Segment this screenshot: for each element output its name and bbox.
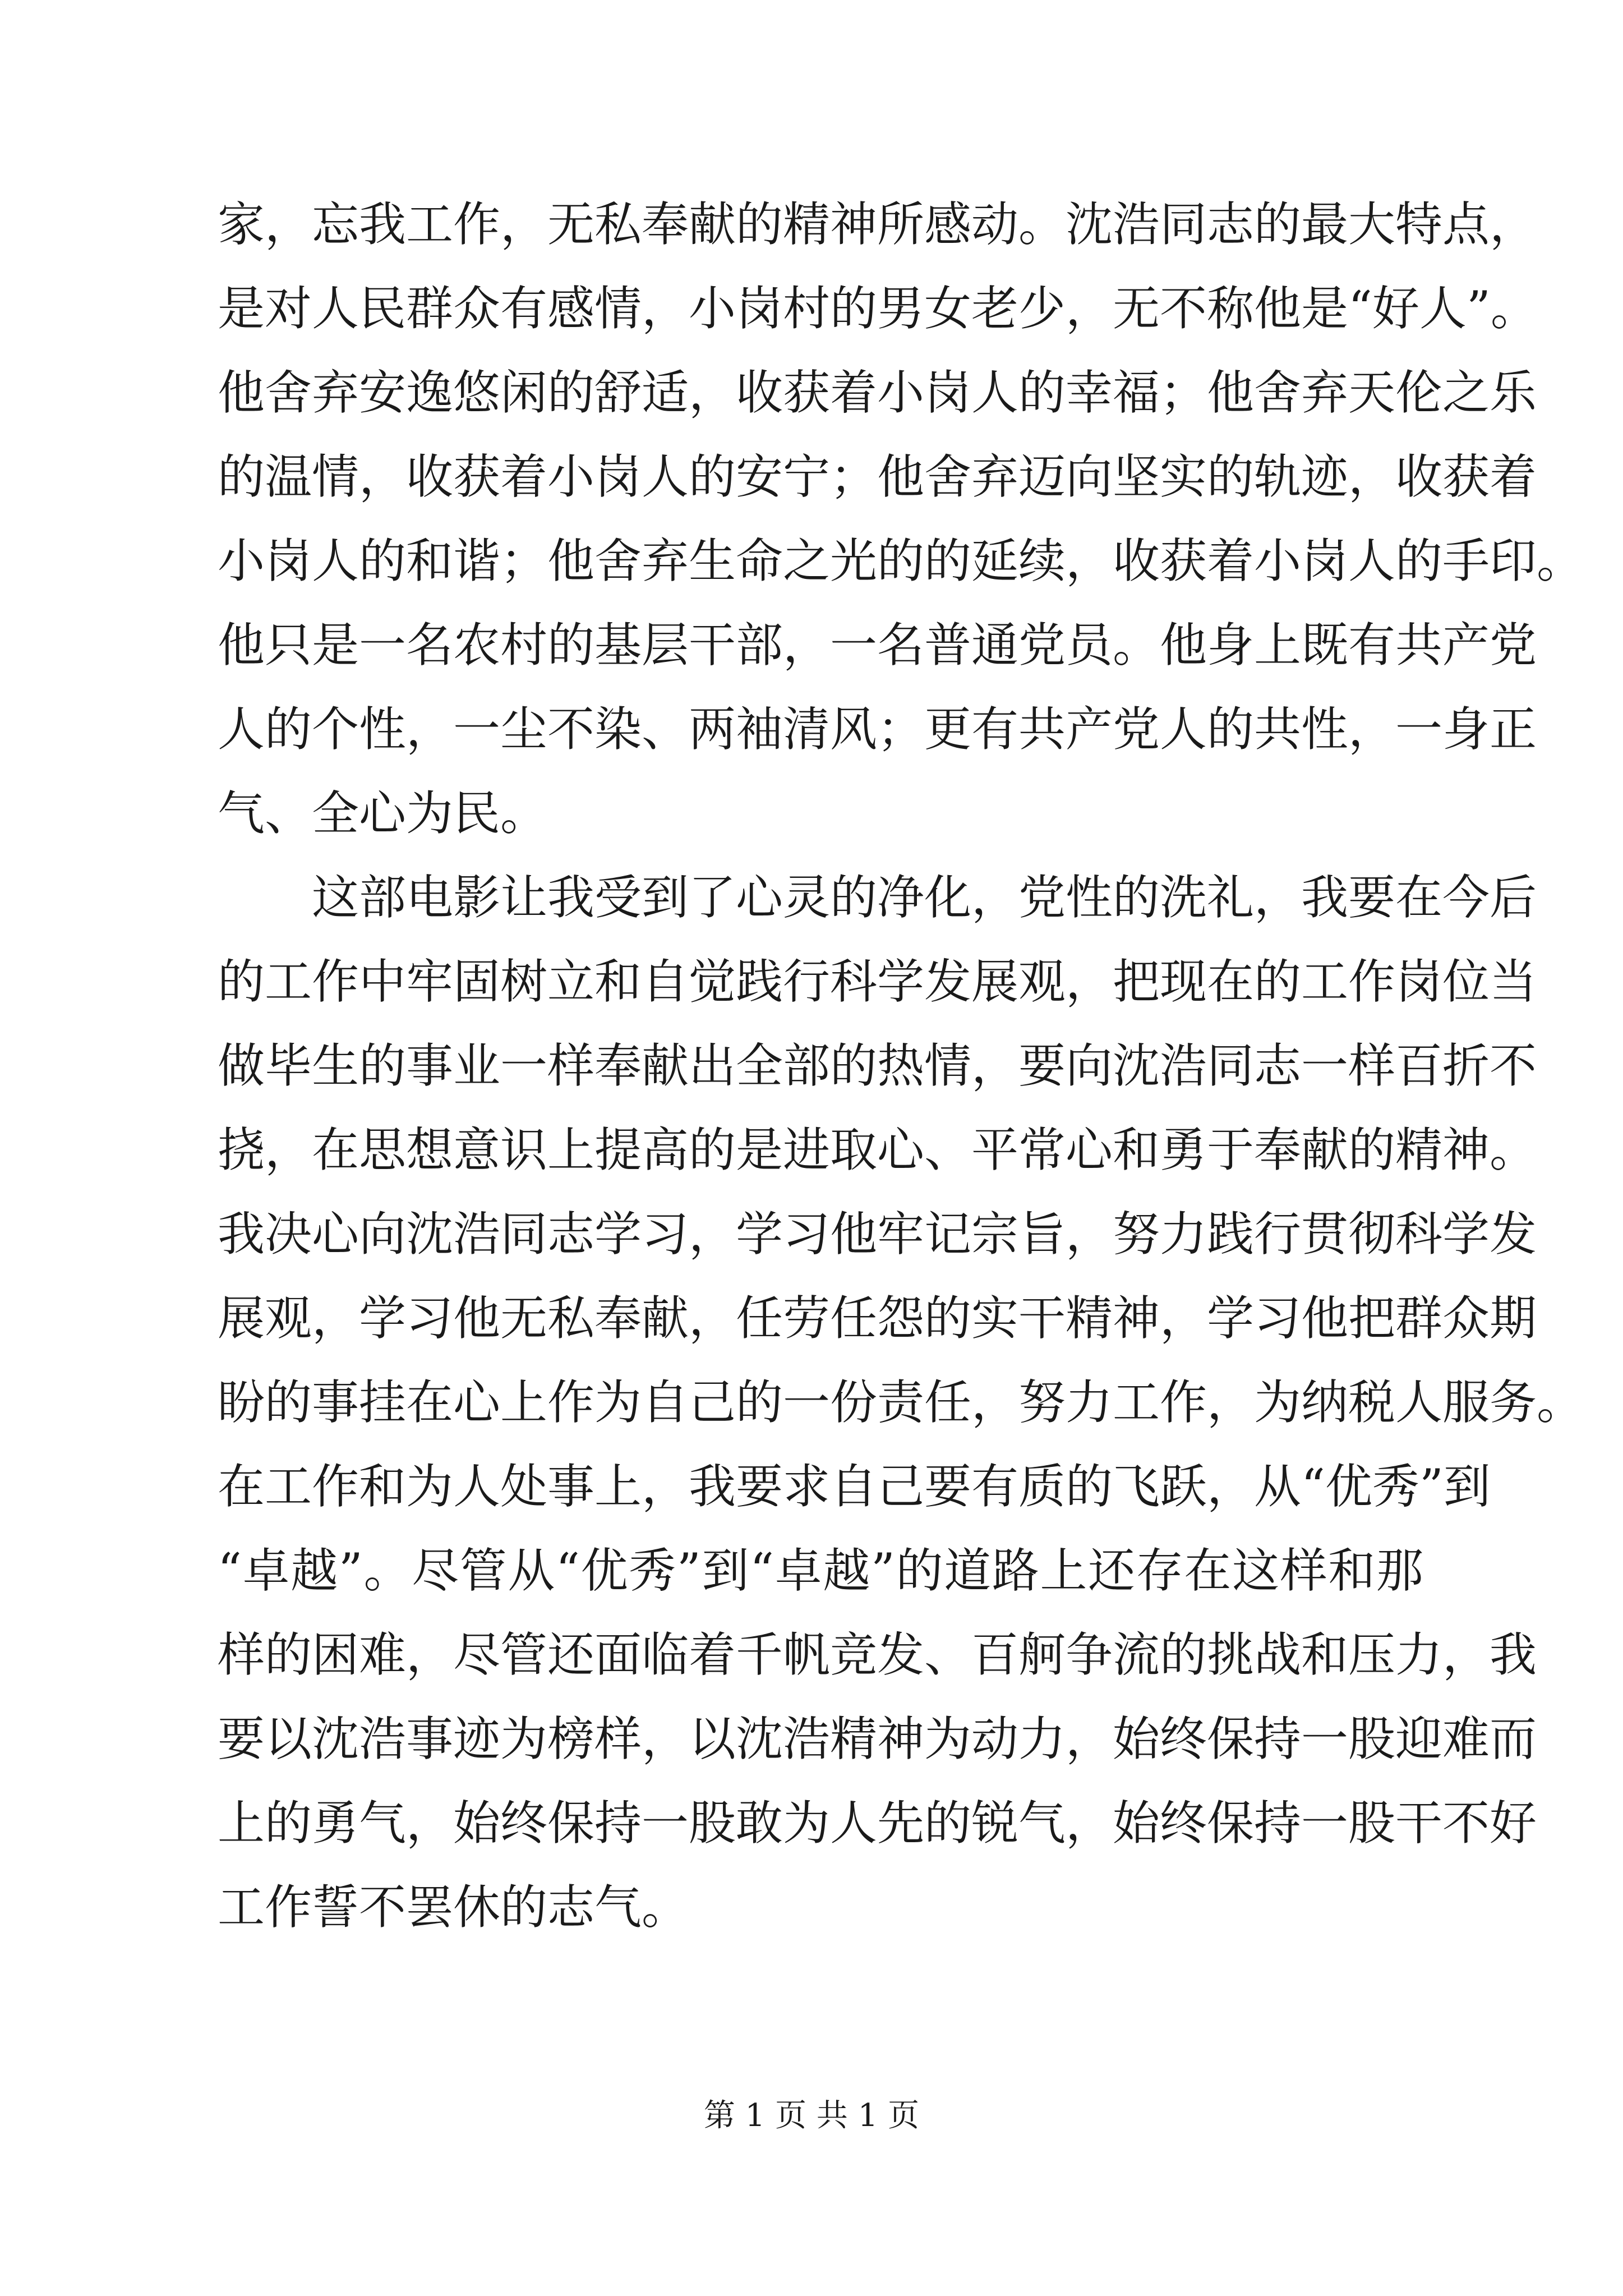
paragraph-2-line-11: 要以沈浩事迹为榜样，以沈浩精神为动力，始终保持一股迎难而 — [218, 1711, 1537, 1766]
paragraph-2-line-6: 展观，学习他无私奉献，任劳任怨的实干精神，学习他把群众期 — [218, 1291, 1537, 1346]
paragraph-1-line-5: 小岗人的和谐；他舍弃生命之光的的延续，收获着小岗人的手印。 — [218, 533, 1584, 588]
paragraph-2-line-7: 盼的事挂在心上作为自己的一份责任，努力工作，为纳税人服务。 — [218, 1375, 1584, 1430]
paragraph-2-line-1: 这部电影让我受到了心灵的净化，党性的洗礼，我要在今后 — [312, 870, 1537, 925]
paragraph-1-line-7: 人的个性，一尘不染、两袖清风；更有共产党人的共性，一身正 — [218, 702, 1537, 757]
paragraph-2-line-2: 的工作中牢固树立和自觉践行科学发展观，把现在的工作岗位当 — [218, 954, 1537, 1009]
paragraph-2-line-3: 做毕生的事业一样奉献出全部的热情，要向沈浩同志一样百折不 — [218, 1038, 1537, 1093]
paragraph-2-line-12: 上的勇气，始终保持一股敢为人先的锐气，始终保持一股干不好 — [218, 1796, 1537, 1851]
paragraph-2-line-9: “卓越”。尽管从“优秀”到“卓越”的道路上还存在这样和那 — [218, 1543, 1423, 1598]
paragraph-2-line-5: 我决心向沈浩同志学习，学习他牢记宗旨，努力践行贯彻科学发 — [218, 1207, 1537, 1262]
paragraph-1-line-3: 他舍弃安逸悠闲的舒适，收获着小岗人的幸福；他舍弃天伦之乐 — [218, 365, 1537, 420]
paragraph-1-line-2: 是对人民群众有感情，小岗村的男女老少，无不称他是“好人”。 — [218, 281, 1538, 336]
paragraph-1-line-8: 气、全心为民。 — [218, 786, 548, 841]
paragraph-2-line-8: 在工作和为人处事上，我要求自己要有质的飞跃，从“优秀”到 — [218, 1459, 1491, 1514]
page-number-label: 第 1 页 共 1 页 — [703, 2097, 920, 2134]
paragraph-2-line-10: 样的困难，尽管还面临着千帆竞发、百舸争流的挑战和压力，我 — [218, 1627, 1537, 1682]
paragraph-2-line-13: 工作誓不罢休的志气。 — [218, 1880, 689, 1935]
paragraph-1-line-1: 家，忘我工作，无私奉献的精神所感动。沈浩同志的最大特点， — [218, 197, 1537, 252]
paragraph-1-line-6: 他只是一名农村的基层干部，一名普通党员。他身上既有共产党 — [218, 618, 1537, 673]
body-text — [218, 182, 1584, 1949]
paragraph-1-line-4: 的温情，收获着小岗人的安宁；他舍弃迈向坚实的轨迹，收获着 — [218, 449, 1537, 504]
paragraph-2-line-4: 挠，在思想意识上提高的是进取心、平常心和勇于奉献的精神。 — [218, 1122, 1537, 1177]
page-footer — [0, 2096, 1623, 2136]
